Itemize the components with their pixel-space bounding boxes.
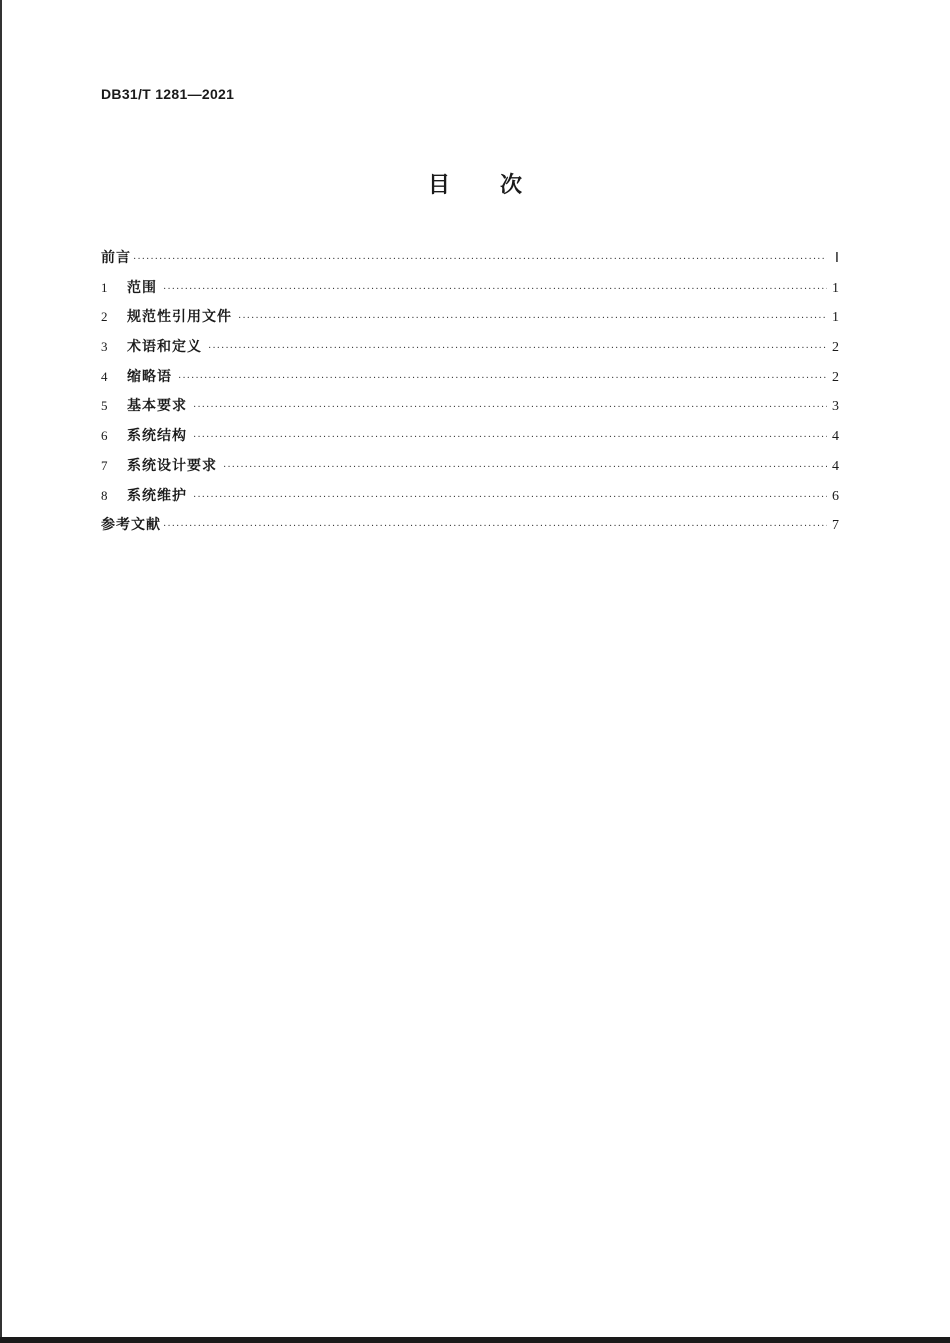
toc-entry-label: 系统维护: [127, 487, 187, 504]
document-code: DB31/T 1281—2021: [101, 86, 235, 102]
toc-entry-number: 2: [101, 309, 108, 325]
page-bottom-edge: [0, 1337, 950, 1343]
toc-entry-label: 参考文献: [101, 517, 161, 534]
toc-entry-number: 3: [101, 339, 108, 355]
page-title: 目次: [427, 173, 572, 198]
toc-dot-leader: [163, 521, 827, 532]
toc-entry-number: 7: [101, 457, 108, 473]
toc-entry-scope[interactable]: [101, 277, 839, 307]
toc-entry-normative-references[interactable]: [101, 306, 839, 336]
toc-entry-terms-definitions[interactable]: [101, 336, 839, 366]
toc-entry-page: 4: [832, 429, 839, 445]
toc-dot-leader: [193, 432, 827, 443]
toc-entry-page: 2: [832, 369, 839, 385]
page-left-edge: [0, 0, 2, 1343]
toc-entry-label: 系统结构: [127, 428, 187, 445]
toc-dot-leader: [133, 254, 827, 265]
toc-dot-leader: [178, 373, 827, 384]
toc-entry-number: 6: [101, 428, 108, 444]
toc-entry-basic-requirements[interactable]: [101, 395, 839, 425]
toc-entry-number: 4: [101, 368, 108, 384]
toc-entry-page: 3: [832, 399, 839, 415]
toc-entry-number: 8: [101, 487, 108, 503]
toc-entry-page: 4: [832, 458, 839, 474]
toc-dot-leader: [193, 492, 827, 503]
toc-dot-leader: [193, 402, 827, 413]
toc-entry-system-design-requirements[interactable]: [101, 455, 839, 485]
toc-entry-label: 规范性引用文件: [127, 309, 232, 326]
toc-entry-abbreviations[interactable]: [101, 366, 839, 396]
toc-entry-label: 术语和定义: [127, 339, 202, 356]
toc-entry-page: 1: [832, 310, 839, 326]
toc-entry-number: 5: [101, 398, 108, 414]
toc-entry-page: 1: [832, 280, 839, 296]
toc-entry-page: Ⅰ: [834, 251, 839, 266]
toc-dot-leader: [223, 462, 827, 473]
toc-dot-leader: [163, 284, 827, 295]
toc-entry-label: 系统设计要求: [127, 457, 217, 474]
toc-entry-system-structure[interactable]: [101, 425, 839, 455]
toc-entry-bibliography[interactable]: [101, 514, 839, 544]
toc-entry-page: 7: [832, 518, 839, 534]
toc-entry-page: 6: [832, 488, 839, 504]
table-of-contents: [101, 247, 839, 544]
toc-entry-label: 基本要求: [127, 398, 187, 415]
toc-dot-leader: [238, 313, 827, 324]
toc-entry-label: 范围: [127, 279, 157, 296]
toc-entry-label: 缩略语: [127, 368, 172, 385]
toc-entry-foreword[interactable]: [101, 247, 839, 277]
toc-entry-system-maintenance[interactable]: [101, 485, 839, 515]
toc-entry-number: 1: [101, 279, 108, 295]
toc-entry-page: 2: [832, 340, 839, 356]
toc-entry-label: 前言: [101, 250, 131, 266]
toc-dot-leader: [208, 343, 827, 354]
